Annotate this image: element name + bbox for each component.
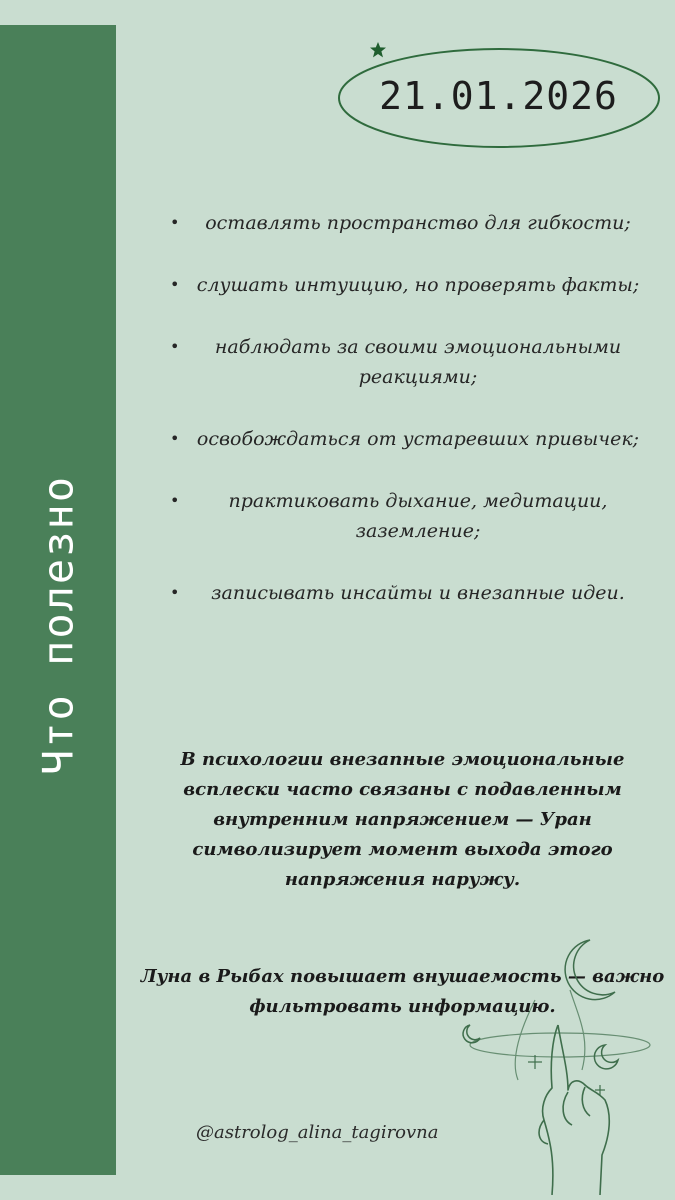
bullet-icon: •	[170, 337, 180, 356]
sidebar-panel	[0, 25, 116, 1175]
moon-paragraph: Луна в Рыбах повышает внушаемость — важно фильтровать информацию.	[140, 966, 665, 1017]
list-item	[160, 270, 640, 300]
bullet-icon: •	[170, 275, 180, 294]
bullet-icon: •	[170, 491, 180, 510]
tip-text: оставлять пространство для гибкости;	[205, 212, 631, 234]
list-item	[160, 424, 640, 454]
list-item	[160, 208, 640, 238]
tips-list	[160, 208, 640, 640]
sidebar-title: Что полезно	[33, 474, 83, 776]
crescent-moon-icon	[463, 940, 618, 1069]
date-badge	[336, 42, 661, 150]
psychology-paragraph: В психологии внезапные эмоциональные всплески часто связаны с подавленным внутренним напряжением — Уран символизирует момент выхода этого напряжения наружу.	[180, 749, 625, 890]
list-item	[160, 486, 640, 546]
date-text: 21.01.2026	[379, 74, 618, 118]
list-item	[160, 332, 640, 392]
tip-text: слушать интуицию, но проверять факты;	[196, 274, 640, 296]
tip-text: записывать инсайты и внезапные идеи.	[211, 582, 625, 604]
decorative-illustration	[440, 930, 660, 1195]
hand-drawing-icon	[539, 1025, 609, 1195]
tip-text: наблюдать за своими эмоциональными реакциями;	[214, 336, 622, 388]
author-handle: @astrolog_alina_tagirovna	[196, 1122, 439, 1143]
bullet-icon: •	[170, 213, 180, 232]
bullet-icon: •	[170, 583, 180, 602]
bullet-icon: •	[170, 429, 180, 448]
tip-text: освобождаться от устаревших привычек;	[196, 428, 640, 450]
tip-text: практиковать дыхание, медитации, заземление;	[228, 490, 608, 542]
list-item	[160, 578, 640, 608]
